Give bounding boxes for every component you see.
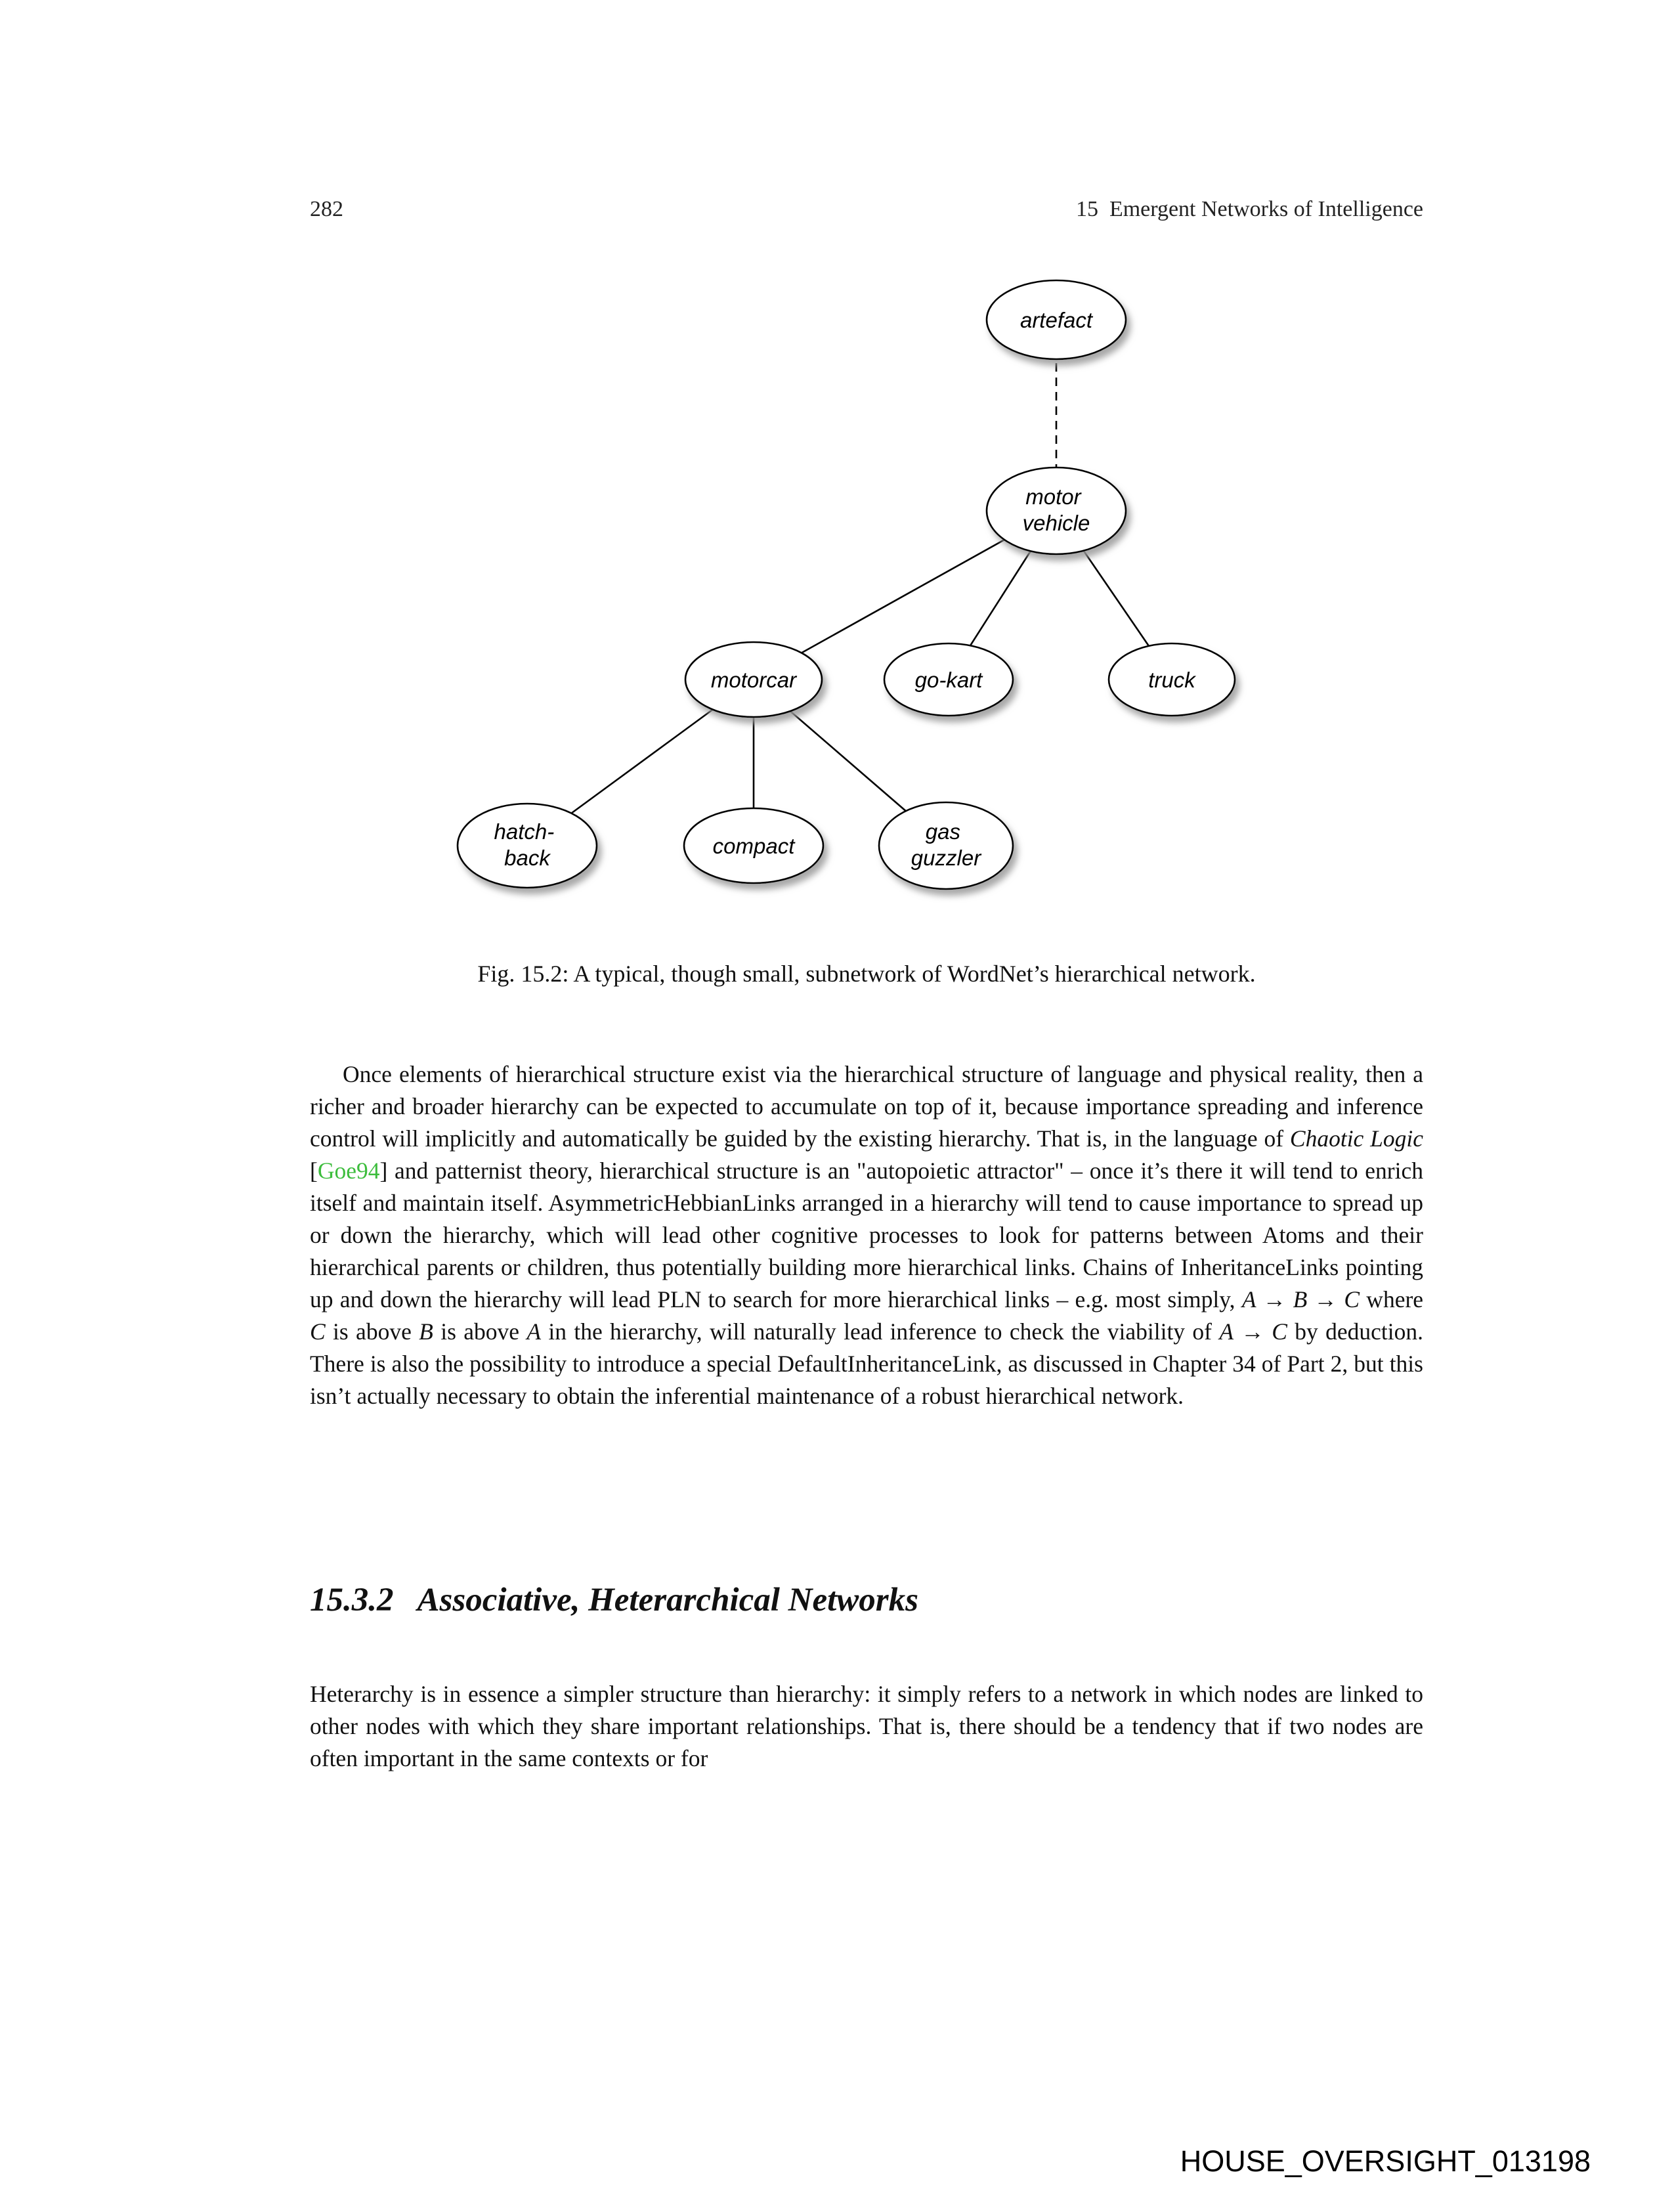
section-number: 15.3.2 (310, 1582, 394, 1618)
paragraph-1-text: by deduction. There is also the possibility to introduce a special DefaultInheritanceLink, as discussed in Chapter 34 of Part 2, but this isn’t actually necessary to obtain the inferential maintenance of a robust hierarchical network. (310, 1318, 1423, 1409)
paragraph-2: Heterarchy is in essence a simpler structure than hierarchy: it simply refers to a network in which nodes are linked to other nodes with which they share important relationships. That is, there should be a tendency that if two nodes are often important in the same contexts or for (310, 1681, 1423, 1771)
section-heading (310, 1581, 1423, 1619)
figure-caption: Fig. 15.2: A typical, though small, subnetwork of WordNet’s hierarchical network. (477, 961, 1256, 987)
section-title: Associative, Heterarchical Networks (417, 1582, 919, 1618)
paragraph-1-text: [ (310, 1158, 318, 1184)
citation-goe94-link[interactable]: Goe94 (317, 1158, 380, 1184)
node-motor-vehicle (987, 467, 1126, 554)
node-motor-vehicle-label-line1: motor (1025, 485, 1081, 509)
node-gas-guzzler (879, 802, 1013, 889)
paragraph-1-text: ] and patternist theory, hierarchical structure is an "autopoietic attractor" – once it’s there it will tend to enrich itself and maintain itself. AsymmetricHebbianLinks arranged in a hierarchy will tend to cause importance to spread up or down the hierarchy, which will lead other cognitive processes to look for patterns between Atoms and their hierarchical parents or children, thus potentially building more hierarchical links. Chains of InheritanceLinks pointing up and down the hierarchy will lead PLN to search for more hierarchical links – e.g. most simply, (310, 1158, 1423, 1312)
math-var-c: C (1272, 1318, 1287, 1345)
node-gas-guzzler-label-line2: guzzler (911, 846, 981, 870)
paragraph-1-text: in the hierarchy, will naturally lead inference to check the viability of (541, 1318, 1220, 1345)
math-var-b: B (419, 1318, 433, 1345)
paragraph-1-text: is above (325, 1318, 419, 1345)
node-artefact (987, 280, 1126, 359)
math-arrow: → (1234, 1318, 1272, 1345)
node-hatch-back-label-line1: hatch- (494, 819, 555, 844)
page-number: 282 (310, 197, 343, 221)
math-var-a: A (1241, 1286, 1256, 1312)
paragraph-1-text: Once elements of hierarchical structure exist via the hierarchical structure of language and physical reality, then a richer and broader hierarchy can be expected to accumulate on top of it, because importance spreading and inference control will implicitly and automatically be guided by the existing hierarchy. That is, in the language of (310, 1061, 1423, 1152)
paragraph-1-text: is above (433, 1318, 527, 1345)
chapter-header: 15 Emergent Networks of Intelligence (1075, 197, 1423, 221)
node-hatch-back-label-line2: back (504, 846, 550, 870)
node-motor-vehicle-label-line2: vehicle (1022, 511, 1090, 535)
math-var-b: B (1293, 1286, 1308, 1312)
math-var-c: C (1344, 1286, 1360, 1312)
node-motorcar (685, 642, 822, 717)
node-go-kart-label: go-kart (914, 668, 983, 692)
math-arrow: → (1256, 1286, 1293, 1312)
node-go-kart (884, 643, 1013, 716)
node-motorcar-label: motorcar (710, 668, 797, 692)
math-var-a: A (1219, 1318, 1234, 1345)
bates-stamp: HOUSE_OVERSIGHT_013198 (1180, 2144, 1591, 2178)
math-var-a: A (526, 1318, 542, 1345)
node-truck (1109, 643, 1235, 716)
node-compact-label: compact (712, 834, 795, 858)
node-compact (684, 808, 823, 883)
node-truck-label: truck (1148, 668, 1195, 692)
node-artefact-label: artefact (1019, 308, 1093, 332)
math-var-c: C (310, 1318, 326, 1345)
paragraph-1-text: where (1360, 1286, 1424, 1312)
paragraph-1 (310, 1058, 1423, 1412)
book-title-chaotic-logic: Chaotic Logic (1289, 1125, 1424, 1152)
math-arrow: → (1307, 1286, 1344, 1312)
node-gas-guzzler-label-line1: gas (925, 819, 961, 844)
node-hatch-back (458, 804, 597, 888)
figure-diagram (0, 0, 1674, 932)
